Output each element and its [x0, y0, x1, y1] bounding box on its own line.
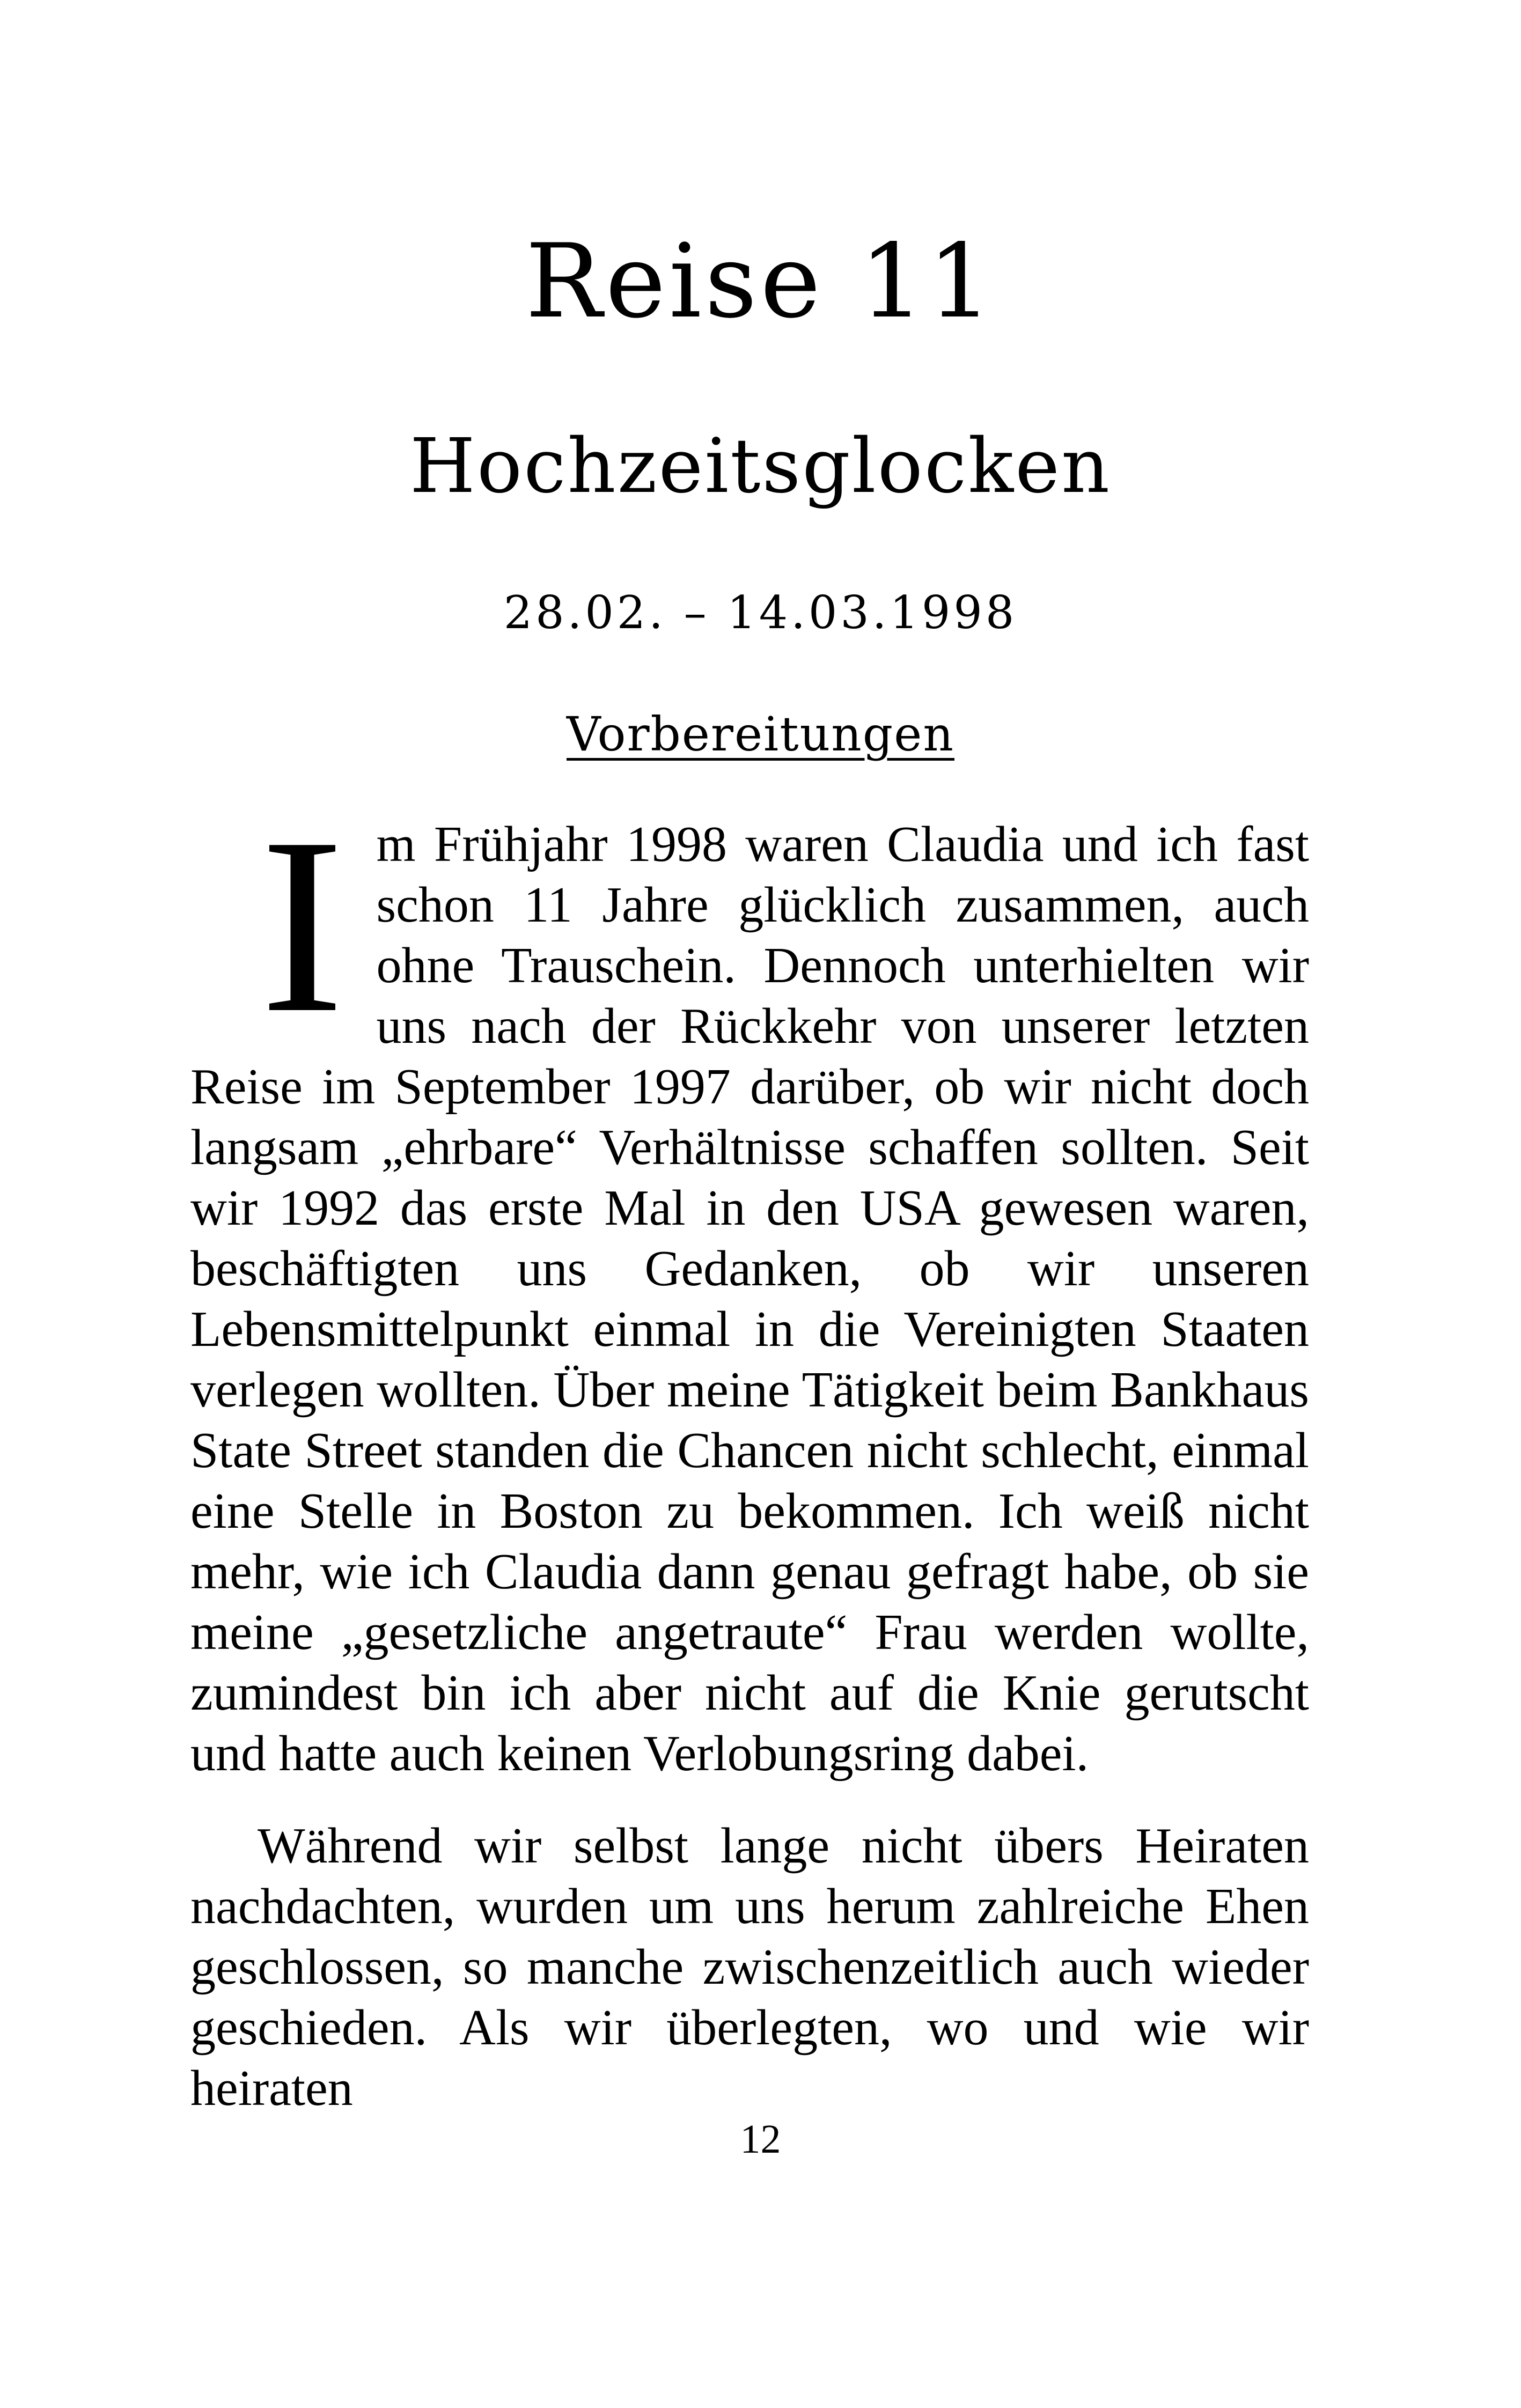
page-number: 12 — [740, 2117, 781, 2162]
drop-cap: I — [260, 785, 344, 1065]
section-heading-text: Vorbereitungen — [566, 706, 955, 762]
section-heading — [0, 706, 1521, 762]
date-range: 28.02. – 14.03.1998 — [503, 586, 1018, 639]
paragraph-second: Während wir selbst lange nicht übers Heiraten nachdachten, wurden um uns herum zahlreiche Ehen geschlossen, so manche zwischenzeitlich auch wieder geschieden. Als wir überlegten, wo und wie wir heiraten — [190, 1818, 1309, 2116]
chapter-subtitle: Hochzeitsglocken — [409, 423, 1112, 510]
paragraph-first — [190, 785, 1309, 1784]
paragraph-first-text: m Frühjahr 1998 waren Claudia und ich fast schon 11 Jahre glücklich zusammen, auch ohne Trauschein. Dennoch unterhielten wir uns nach der Rückkehr von unserer letzten Reise im September 1997 darüber, ob wir nicht doch langsam „ehrbare“ Verhältnisse schaffen sollten. Seit wir 1992 das erste Mal in den USA gewesen waren, beschäftigten uns Gedanken, ob wir unseren Lebensmittelpunkt einmal in die Vereinigten Staaten verlegen wollten. Über meine Tätigkeit beim Bankhaus State Street standen die Chancen nicht schlecht, einmal eine Stelle in Boston zu bekommen. Ich weiß nicht mehr, wie ich Claudia dann genau gefragt habe, ob sie meine „gesetzliche angetraute“ Frau werden wollte, zumindest bin ich aber nicht auf die Knie gerutscht und hatte auch keinen Verlobungsring dabei. — [190, 816, 1309, 1781]
chapter-title: Reise 11 — [525, 222, 996, 341]
